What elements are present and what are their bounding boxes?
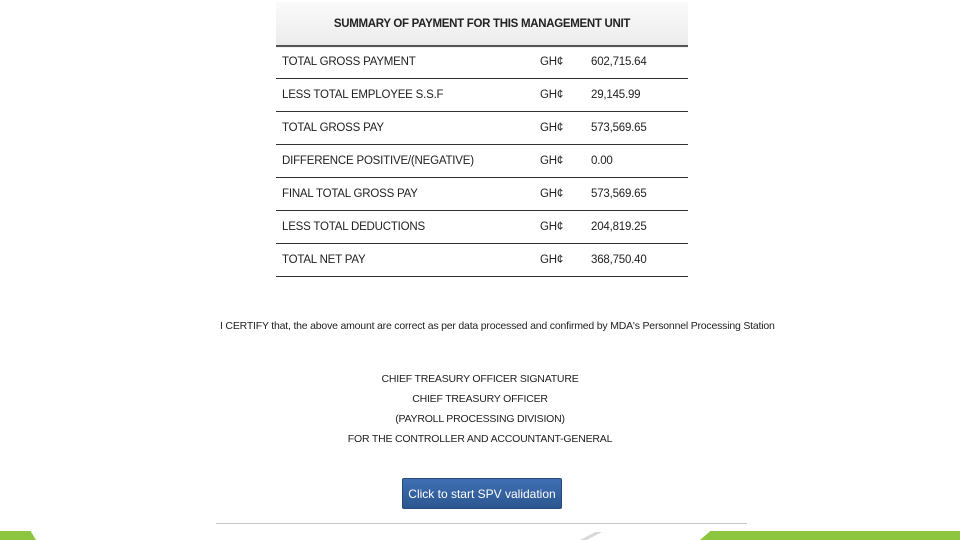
row-label: FINAL TOTAL GROSS PAY xyxy=(282,188,418,200)
row-label: TOTAL GROSS PAYMENT xyxy=(282,56,416,68)
row-label: LESS TOTAL DEDUCTIONS xyxy=(282,221,425,233)
summary-title: SUMMARY OF PAYMENT FOR THIS MANAGEMENT UNIT xyxy=(276,2,688,47)
summary-row-total-net-pay xyxy=(276,244,688,277)
summary-row-difference xyxy=(276,145,688,178)
decorative-gray-sliver xyxy=(580,532,602,540)
signature-line-controller: FOR THE CONTROLLER AND ACCOUNTANT-GENERAL xyxy=(347,433,613,445)
row-currency: GH¢ xyxy=(540,155,564,167)
row-currency: GH¢ xyxy=(540,188,564,200)
decorative-green-shape-right xyxy=(700,531,960,540)
summary-row-total-gross-pay xyxy=(276,112,688,145)
summary-row-less-deductions xyxy=(276,211,688,244)
row-label: LESS TOTAL EMPLOYEE S.S.F xyxy=(282,89,444,101)
row-currency: GH¢ xyxy=(540,221,564,233)
row-amount: 573,569.65 xyxy=(591,188,647,200)
row-currency: GH¢ xyxy=(540,89,564,101)
footer-divider xyxy=(216,523,747,524)
row-label: TOTAL GROSS PAY xyxy=(282,122,384,134)
row-amount: 29,145.99 xyxy=(591,89,641,101)
decorative-green-shape-left xyxy=(0,531,36,540)
row-label: TOTAL NET PAY xyxy=(282,254,366,266)
signature-block xyxy=(280,369,680,449)
start-spv-validation-button[interactable]: Click to start SPV validation xyxy=(402,478,562,509)
payment-summary-table xyxy=(276,3,688,277)
row-currency: GH¢ xyxy=(540,254,564,266)
row-currency: GH¢ xyxy=(540,122,564,134)
signature-line-division: (PAYROLL PROCESSING DIVISION) xyxy=(395,413,565,425)
row-amount: 0.00 xyxy=(591,155,613,167)
row-amount: 204,819.25 xyxy=(591,221,647,233)
row-amount: 368,750.40 xyxy=(591,254,647,266)
signature-line-officer: CHIEF TREASURY OFFICER xyxy=(412,393,548,405)
signature-line-title: CHIEF TREASURY OFFICER SIGNATURE xyxy=(381,373,579,385)
summary-rows xyxy=(276,46,688,277)
summary-row-total-gross-payment xyxy=(276,46,688,79)
summary-row-less-employee-ssf xyxy=(276,79,688,112)
certification-statement: I CERTIFY that, the above amount are correct as per data processed and confirmed by MDA's Personnel Processing Station xyxy=(220,320,775,332)
row-amount: 573,569.65 xyxy=(591,122,647,134)
row-label: DIFFERENCE POSITIVE/(NEGATIVE) xyxy=(282,155,474,167)
row-currency: GH¢ xyxy=(540,56,564,68)
row-amount: 602,715.64 xyxy=(591,56,647,68)
summary-row-final-total-gross-pay xyxy=(276,178,688,211)
